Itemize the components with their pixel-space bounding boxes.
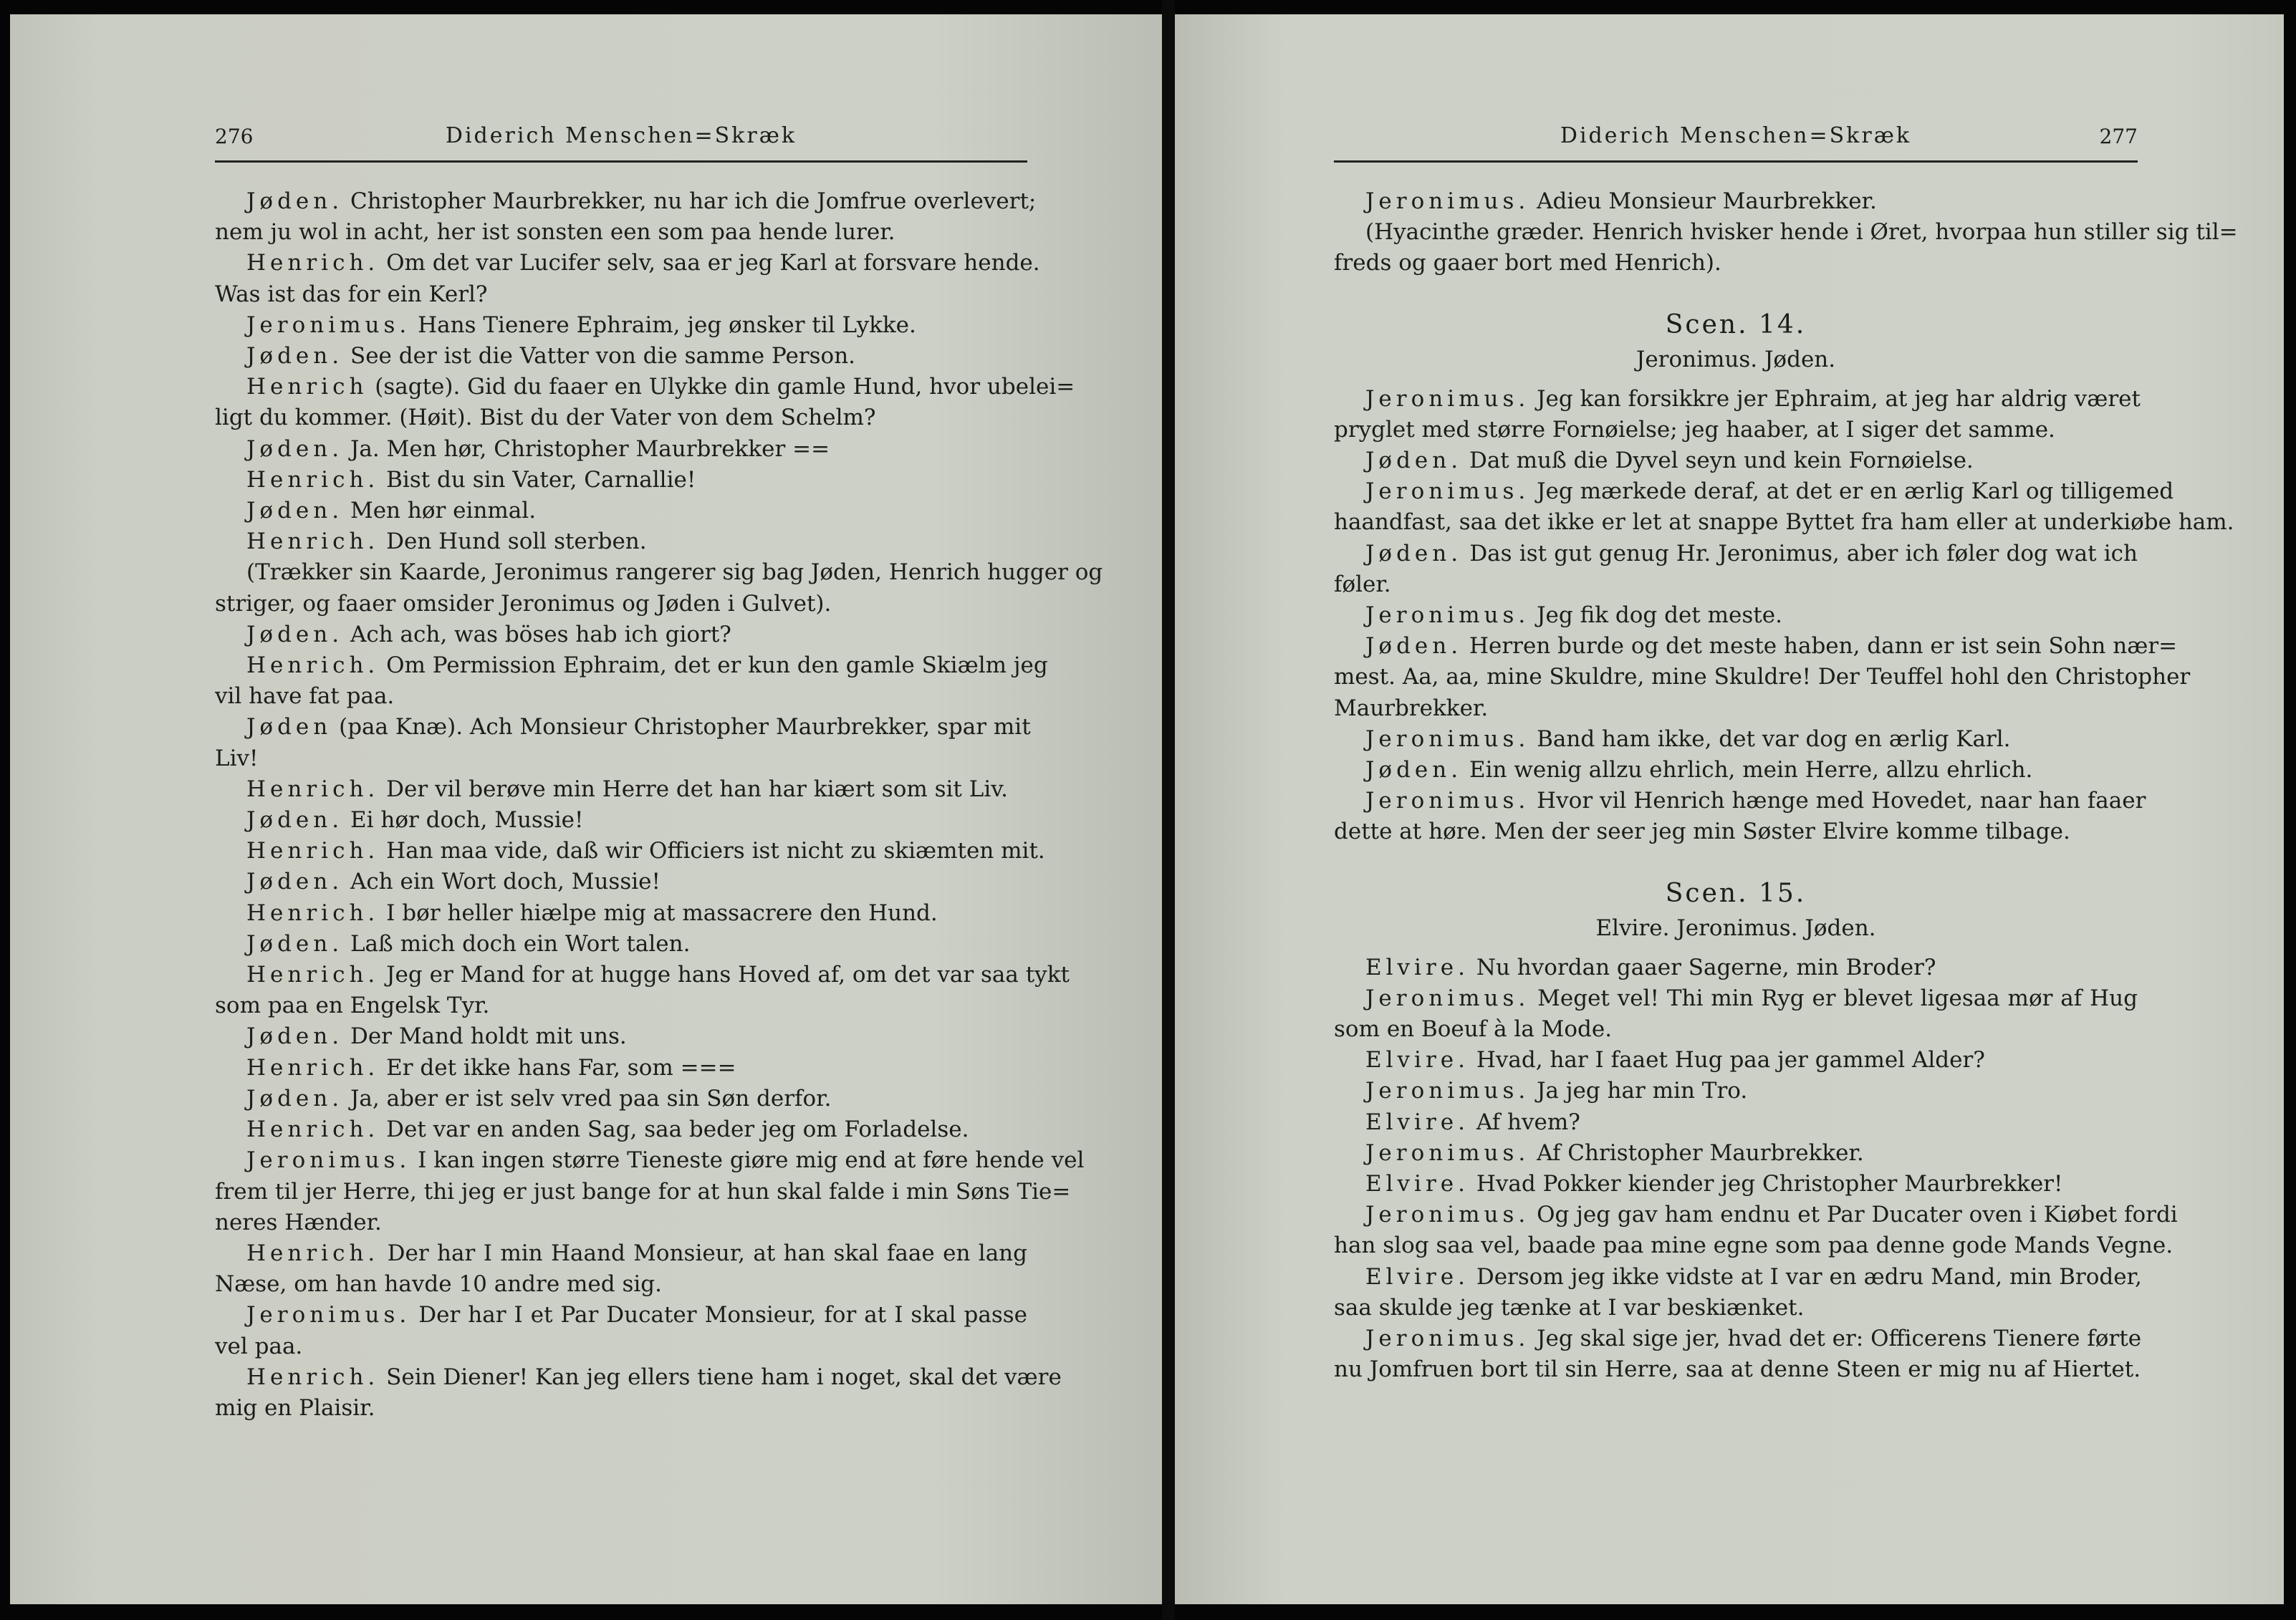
line-text: mig en Plaisir. bbox=[215, 1394, 375, 1421]
line-text: (paa Knæ). Ach Monsieur Christopher Maurbrekker, spar mit bbox=[339, 714, 1031, 741]
speaker-name: Jeronimus. bbox=[1365, 188, 1530, 214]
line-text: Om Permission Ephraim, det er kun den gamle Skiælm jeg bbox=[386, 652, 1048, 679]
speaker-name: Jeronimus. bbox=[1365, 478, 1530, 505]
speaker-name: Jeronimus. bbox=[1365, 1326, 1530, 1352]
speaker-name: Jøden. bbox=[246, 435, 344, 462]
book-gutter bbox=[1162, 0, 1175, 1620]
line-text: Der har I et Par Ducater Monsieur, for at I skal passe bbox=[418, 1302, 1027, 1329]
text-line bbox=[215, 960, 1070, 990]
speaker-name: Jeronimus. bbox=[1365, 725, 1530, 752]
scene-persons: Elvire. Jeronimus. Jøden. bbox=[1595, 915, 1876, 941]
text-line bbox=[215, 402, 1027, 433]
line-text: nu Jomfruen bort til sin Herre, saa at denne Steen er mig nu af Hiertet. bbox=[1334, 1356, 2141, 1383]
line-text: som paa en Engelsk Tyr. bbox=[215, 993, 490, 1019]
speaker-name: Henrich. bbox=[246, 1117, 380, 1143]
text-line bbox=[215, 898, 1027, 929]
scene-persons: Jeronimus. Jøden. bbox=[1635, 346, 1836, 372]
speaker-name: Henrich. bbox=[246, 900, 380, 926]
line-text: Jeg skal sige jer, hvad det er: Officerens Tienere førte bbox=[1537, 1326, 2142, 1352]
speaker-name: Jeronimus. bbox=[1365, 385, 1530, 412]
line-text: føler. bbox=[1334, 571, 1391, 597]
speaker-name: Henrich. bbox=[246, 652, 380, 679]
text-line bbox=[1334, 217, 2238, 248]
speaker-name: Jeronimus. bbox=[1365, 788, 1530, 814]
line-text: vil have fat paa. bbox=[215, 683, 395, 710]
line-text: ligt du kommer. (Høit). Bist du der Vater von dem Schelm? bbox=[215, 405, 876, 431]
text-line bbox=[1334, 953, 2138, 983]
speaker-name: Elvire. bbox=[1365, 1171, 1469, 1197]
text-line bbox=[215, 310, 1027, 341]
line-text: (sagte). Gid du faaer en Ulykke din gamle Hund, hvor ubelei= bbox=[375, 374, 1075, 400]
line-text: Nu hvordan gaaer Sagerne, min Broder? bbox=[1476, 954, 1936, 980]
line-text: Han maa vide, daß wir Officiers ist nicht zu skiæmten mit. bbox=[386, 838, 1045, 864]
scene-15-dialogue bbox=[1334, 953, 2178, 1386]
text-line bbox=[215, 1177, 1071, 1207]
text-line bbox=[1334, 724, 2138, 755]
text-line bbox=[215, 619, 1027, 650]
text-line bbox=[1334, 983, 2138, 1014]
line-text: freds og gaaer bort med Henrich). bbox=[1334, 250, 1721, 276]
text-line bbox=[1334, 1169, 2138, 1200]
text-line bbox=[215, 1114, 1027, 1145]
speaker-name: Jeronimus. bbox=[1365, 1202, 1530, 1228]
text-line bbox=[1334, 1076, 2138, 1106]
speaker-name: Elvire. bbox=[1365, 1109, 1469, 1135]
text-line bbox=[215, 589, 1027, 619]
line-text: Laß mich doch ein Wort talen. bbox=[350, 930, 691, 957]
text-line bbox=[215, 279, 1027, 310]
line-text: som en Boeuf à la Mode. bbox=[1334, 1016, 1613, 1043]
speaker-name: Jøden. bbox=[1365, 448, 1463, 474]
speaker-name: Henrich. bbox=[246, 1054, 380, 1081]
speaker-name: Jøden. bbox=[246, 621, 344, 647]
line-text: See der ist die Vatter von die samme Person. bbox=[350, 343, 856, 370]
text-line bbox=[1334, 1324, 2142, 1354]
text-line bbox=[1334, 816, 2138, 847]
line-text: Ja, aber er ist selv vred paa sin Søn derfor. bbox=[350, 1085, 832, 1112]
line-text: Hvor vil Henrich hænge med Hovedet, naar han faaer bbox=[1537, 788, 2146, 814]
text-line bbox=[215, 1145, 1085, 1176]
line-text: haandfast, saa det ikke er let at snappe Byttet fra ham eller at underkiøbe ham. bbox=[1334, 509, 2234, 536]
text-line bbox=[1334, 693, 2138, 724]
line-text: Af Christopher Maurbrekker. bbox=[1537, 1139, 1864, 1166]
text-line bbox=[1334, 1230, 2173, 1261]
speaker-name: Henrich. bbox=[246, 466, 380, 493]
speaker-name: Jeronimus. bbox=[1365, 985, 1530, 1011]
line-text: Hvad Pokker kiender jeg Christopher Maurbrekker! bbox=[1476, 1171, 2063, 1197]
line-text: Der Mand holdt mit uns. bbox=[350, 1023, 627, 1050]
text-line bbox=[215, 836, 1045, 867]
line-text: Das ist gut genug Hr. Jeronimus, aber ich føler dog wat ich bbox=[1469, 540, 2138, 566]
text-line bbox=[1334, 445, 2138, 476]
line-text: Maurbrekker. bbox=[1334, 695, 1489, 721]
line-text: Ach ach, was böses hab ich giort? bbox=[350, 621, 731, 647]
right-page bbox=[1175, 14, 2284, 1604]
scene-14-dialogue bbox=[1334, 384, 2234, 848]
text-line bbox=[215, 1362, 1062, 1393]
line-text: Er det ikke hans Far, som === bbox=[386, 1054, 736, 1081]
speaker-name: Jøden. bbox=[246, 1085, 344, 1112]
line-text: Was ist das for ein Kerl? bbox=[215, 281, 488, 307]
text-line bbox=[215, 465, 1027, 496]
speaker-name: Elvire. bbox=[1365, 954, 1469, 980]
text-line bbox=[1334, 248, 2138, 279]
line-text: dette at høre. Men der seer jeg min Søster Elvire komme tilbage. bbox=[1334, 819, 2070, 845]
text-line bbox=[215, 526, 1027, 557]
scene-heading: Scen. 15. bbox=[1665, 878, 1807, 908]
line-text: Ach ein Wort doch, Mussie! bbox=[350, 869, 661, 895]
text-line bbox=[215, 1300, 1027, 1331]
running-title: Diderich Menschen=Skræk bbox=[1560, 123, 1912, 148]
line-text: Ja. Men hør, Christopher Maurbrekker == bbox=[350, 435, 830, 462]
speaker-name: Henrich. bbox=[246, 1364, 380, 1390]
text-line bbox=[215, 248, 1040, 279]
right-page-header bbox=[1334, 122, 2138, 165]
text-line bbox=[215, 1053, 1027, 1084]
line-text: neres Hænder. bbox=[215, 1209, 382, 1235]
text-line bbox=[1334, 631, 2178, 662]
speaker-name: Jøden. bbox=[246, 498, 344, 524]
line-text: I kan ingen større Tieneste giøre mig end at føre hende vel bbox=[418, 1147, 1085, 1174]
speaker-name: Henrich. bbox=[246, 529, 380, 555]
speaker-name: Jøden. bbox=[246, 807, 344, 834]
line-text: Af hvem? bbox=[1476, 1109, 1580, 1135]
header-rule bbox=[1334, 160, 2138, 163]
speaker-name: Jøden. bbox=[246, 869, 344, 895]
text-line bbox=[215, 496, 1027, 526]
text-line bbox=[1334, 1107, 2138, 1138]
line-text: Der har I min Haand Monsieur, at han skal faae en lang bbox=[387, 1240, 1027, 1266]
running-title: Diderich Menschen=Skræk bbox=[445, 123, 797, 148]
left-page bbox=[10, 14, 1162, 1604]
speaker-name: Elvire. bbox=[1365, 1263, 1469, 1290]
line-text: Adieu Monsieur Maurbrekker. bbox=[1537, 188, 1877, 214]
line-text: frem til jer Herre, thi jeg er just bange for at hun skal falde i min Søns Tie= bbox=[215, 1178, 1071, 1205]
line-text: Og jeg gav ham endnu et Par Ducater oven i Kiøbet fordi bbox=[1537, 1202, 2178, 1228]
line-text: Den Hund soll sterben. bbox=[386, 529, 647, 555]
line-text: Ja jeg har min Tro. bbox=[1537, 1078, 1748, 1104]
line-text: Ein wenig allzu ehrlich, mein Herre, allzu ehrlich. bbox=[1469, 757, 2033, 784]
text-line bbox=[215, 186, 1037, 217]
text-line bbox=[1334, 1138, 2138, 1169]
page-number: 277 bbox=[2099, 125, 2138, 148]
text-line bbox=[215, 1207, 1027, 1238]
text-line bbox=[215, 805, 1027, 836]
line-text: Bist du sin Vater, Carnallie! bbox=[386, 466, 696, 493]
speaker-name: Henrich. bbox=[246, 250, 380, 276]
line-text: Liv! bbox=[215, 745, 259, 771]
line-text: han slog saa vel, baade paa mine egne som paa denne gode Mands Vegne. bbox=[1334, 1233, 2173, 1259]
line-text: Næse, om han havde 10 andre med sig. bbox=[215, 1271, 662, 1298]
text-line bbox=[215, 1331, 1027, 1362]
line-text: Ei hør doch, Mussie! bbox=[350, 807, 584, 834]
text-line bbox=[215, 712, 1031, 743]
text-line bbox=[1334, 1293, 2138, 1324]
speaker-name: Jøden. bbox=[246, 188, 344, 214]
scene-continuation bbox=[1334, 186, 2238, 279]
line-text: Dersom jeg ikke vidste at I var en ædru Mand, min Broder, bbox=[1476, 1263, 2142, 1290]
left-page-body bbox=[215, 186, 1103, 1424]
line-text: pryglet med større Fornøielse; jeg haaber, at I siger det samme. bbox=[1334, 416, 2055, 443]
scene-heading: Scen. 14. bbox=[1665, 309, 1807, 339]
text-line bbox=[215, 372, 1075, 402]
speaker-name: Jøden. bbox=[1365, 633, 1463, 660]
text-line bbox=[1334, 384, 2141, 415]
line-text: (Hyacinthe græder. Henrich hvisker hende i Øret, hvorpaa hun stiller sig til= bbox=[1365, 219, 2238, 246]
right-page-body bbox=[1334, 186, 2238, 1386]
text-line bbox=[1334, 569, 2138, 600]
text-line bbox=[215, 217, 1027, 248]
line-text: Dat muß die Dyvel seyn und kein Fornøielse. bbox=[1469, 448, 1974, 474]
line-text: Hvad, har I faaet Hug paa jer gammel Alder? bbox=[1476, 1047, 1985, 1074]
speaker-name: Jøden bbox=[246, 714, 332, 741]
line-text: (Trækker sin Kaarde, Jeronimus rangerer sig bag Jøden, Henrich hugger og bbox=[246, 559, 1103, 586]
text-line bbox=[1334, 1045, 2138, 1076]
speaker-name: Jøden. bbox=[1365, 757, 1463, 784]
line-text: Hans Tienere Ephraim, jeg ønsker til Lykke. bbox=[418, 312, 916, 338]
text-line bbox=[215, 557, 1103, 588]
line-text: Jeg mærkede deraf, at det er en ærlig Karl og tilligemed bbox=[1537, 478, 2174, 505]
text-line bbox=[1334, 1200, 2178, 1230]
line-text: Det var en anden Sag, saa beder jeg om Forladelse. bbox=[386, 1117, 969, 1143]
speaker-name: Jeronimus. bbox=[246, 312, 411, 338]
text-line bbox=[1334, 507, 2234, 538]
text-line bbox=[1334, 1262, 2142, 1293]
text-line bbox=[215, 774, 1027, 805]
text-line bbox=[1334, 755, 2138, 786]
speaker-name: Henrich. bbox=[246, 962, 380, 988]
speaker-name: Jeronimus. bbox=[1365, 602, 1530, 629]
speaker-name: Henrich. bbox=[246, 838, 380, 864]
text-line bbox=[215, 990, 1027, 1021]
line-text: vel paa. bbox=[215, 1333, 303, 1359]
text-line bbox=[215, 650, 1048, 681]
line-text: Band ham ikke, det var dog en ærlig Karl. bbox=[1537, 725, 2011, 752]
line-text: nem ju wol in acht, her ist sonsten een som paa hende lurer. bbox=[215, 219, 895, 246]
left-page-header bbox=[215, 122, 1027, 165]
text-line bbox=[215, 867, 1027, 897]
speaker-name: Jeronimus. bbox=[1365, 1139, 1530, 1166]
speaker-name: Henrich. bbox=[246, 1240, 380, 1266]
line-text: Men hør einmal. bbox=[350, 498, 537, 524]
text-line bbox=[1334, 600, 2138, 631]
text-line bbox=[215, 1021, 1027, 1052]
text-line bbox=[215, 681, 1027, 712]
speaker-name: Jøden. bbox=[246, 930, 344, 957]
line-text: saa skulde jeg tænke at I var beskiænket. bbox=[1334, 1294, 1805, 1321]
text-line bbox=[215, 743, 1027, 774]
speaker-name: Jeronimus. bbox=[246, 1302, 411, 1329]
line-text: Meget vel! Thi min Ryg er blevet ligesaa mør af Hug bbox=[1537, 985, 2138, 1011]
line-text: Jeg fik dog det meste. bbox=[1537, 602, 1782, 629]
text-line bbox=[215, 1238, 1027, 1269]
line-text: I bør heller hiælpe mig at massacrere den Hund. bbox=[386, 900, 938, 926]
line-text: Herren burde og det meste haben, dann er ist sein Sohn nær= bbox=[1469, 633, 2178, 660]
text-line bbox=[1334, 539, 2138, 569]
speaker-name: Jøden. bbox=[1365, 540, 1463, 566]
text-line bbox=[215, 1084, 1027, 1114]
speaker-name: Jøden. bbox=[246, 343, 344, 370]
line-text: Der vil berøve min Herre det han har kiært som sit Liv. bbox=[386, 776, 1008, 802]
speaker-name: Jøden. bbox=[246, 1023, 344, 1050]
text-line bbox=[215, 929, 1027, 960]
text-line bbox=[1334, 186, 2138, 217]
line-text: mest. Aa, aa, mine Skuldre, mine Skuldre! Der Teuffel hohl den Christopher bbox=[1334, 664, 2191, 690]
speaker-name: Elvire. bbox=[1365, 1047, 1469, 1074]
line-text: striger, og faaer omsider Jeronimus og Jøden i Gulvet). bbox=[215, 590, 832, 617]
text-line bbox=[1334, 415, 2138, 445]
text-line bbox=[1334, 662, 2191, 693]
text-line bbox=[1334, 1354, 2141, 1385]
line-text: Christopher Maurbrekker, nu har ich die Jomfrue overlevert; bbox=[350, 188, 1037, 214]
text-line bbox=[215, 1269, 1027, 1300]
page-number: 276 bbox=[215, 125, 254, 148]
line-text: Sein Diener! Kan jeg ellers tiene ham i noget, skal det være bbox=[386, 1364, 1062, 1390]
text-line bbox=[215, 1393, 1027, 1424]
speaker-name: Henrich bbox=[246, 374, 368, 400]
line-text: Om det var Lucifer selv, saa er jeg Karl at forsvare hende. bbox=[386, 250, 1040, 276]
text-line bbox=[1334, 786, 2146, 816]
line-text: Jeg kan forsikkre jer Ephraim, at jeg har aldrig været bbox=[1537, 385, 2141, 412]
speaker-name: Jeronimus. bbox=[1365, 1078, 1530, 1104]
text-line bbox=[215, 341, 1027, 372]
header-rule bbox=[215, 160, 1027, 163]
text-line bbox=[1334, 476, 2174, 507]
text-line bbox=[1334, 1014, 2138, 1045]
line-text: Jeg er Mand for at hugge hans Hoved af, om det var saa tykt bbox=[386, 962, 1070, 988]
text-line bbox=[215, 434, 1027, 465]
speaker-name: Jeronimus. bbox=[246, 1147, 411, 1174]
speaker-name: Henrich. bbox=[246, 776, 380, 802]
